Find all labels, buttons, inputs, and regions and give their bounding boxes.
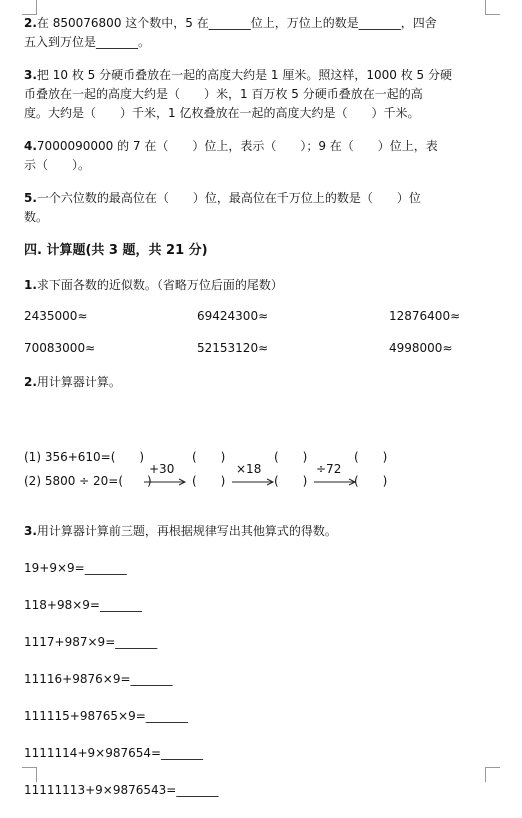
question-text: 用计算器计算前三题，再根据规律写出其他算式的得数。 bbox=[36, 524, 337, 538]
question-number: 5. bbox=[24, 191, 37, 205]
question-text: 求下面各数的近似数。（省略万位后面的尾数） bbox=[36, 278, 283, 292]
answer-blank: ( ) bbox=[274, 474, 308, 488]
approx-item: 69424300≈ bbox=[197, 309, 269, 323]
answer-blank: ( ) bbox=[192, 450, 226, 464]
equation-item: 1111114+9×987654=_______ bbox=[24, 746, 204, 760]
page-corner-mark bbox=[22, 0, 37, 15]
equation-item: 111115+98765×9=_______ bbox=[24, 709, 188, 723]
document-body bbox=[24, 14, 494, 818]
question-5 bbox=[24, 189, 494, 227]
question-text: 一个六位数的最高位在（ ）位，最高位在千万位上的数是（ ）位 bbox=[36, 191, 421, 205]
equation-item: 11111113+9×9876543=_______ bbox=[24, 783, 219, 797]
calc-chain bbox=[24, 402, 494, 492]
approx-item: 4998000≈ bbox=[389, 341, 453, 355]
approx-row bbox=[24, 309, 494, 327]
question-text: 把 10 枚 5 分硬币叠放在一起的高度大约是 1 厘米。照这样，1000 枚 5 分硬 bbox=[36, 68, 452, 82]
question-text: 数。 bbox=[24, 210, 49, 224]
answer-blank: ( ) bbox=[354, 450, 388, 464]
operation-label: +30 bbox=[149, 462, 175, 476]
question-number: 1. bbox=[24, 278, 37, 292]
calc-expression: (2) 5800 ÷ 20=( ) bbox=[24, 474, 152, 488]
question-text: 用计算器计算。 bbox=[36, 375, 121, 389]
question-4 bbox=[24, 137, 494, 175]
approx-item: 2435000≈ bbox=[24, 309, 88, 323]
arrow-icon bbox=[314, 477, 358, 487]
question-number: 3. bbox=[24, 524, 37, 538]
operation-label: ÷72 bbox=[316, 462, 342, 476]
section-title: 四. 计算题(共 3 题，共 21 分) bbox=[24, 243, 208, 258]
equation-item: 1117+987×9=_______ bbox=[24, 635, 158, 649]
approx-item: 70083000≈ bbox=[24, 341, 96, 355]
approx-row bbox=[24, 341, 494, 359]
operation-label: ×18 bbox=[236, 462, 262, 476]
answer-blank: ( ) bbox=[192, 474, 226, 488]
calc-question-1 bbox=[24, 276, 494, 359]
approx-item: 12876400≈ bbox=[389, 309, 461, 323]
answer-blank: ( ) bbox=[354, 474, 388, 488]
equation-item: 11116+9876×9=_______ bbox=[24, 672, 173, 686]
arrow-icon bbox=[232, 477, 276, 487]
answer-blank: ( ) bbox=[274, 450, 308, 464]
approx-item: 52153120≈ bbox=[197, 341, 269, 355]
question-text: 度。大约是（ ）千米，1 亿枚叠放在一起的高度大约是（ ）千米。 bbox=[24, 106, 420, 120]
question-number: 4. bbox=[24, 139, 37, 153]
question-number: 2. bbox=[24, 16, 37, 30]
question-text: 币叠放在一起的高度大约是（ ）米，1 百万枚 5 分硬币叠放在一起的高 bbox=[24, 87, 423, 101]
question-3 bbox=[24, 66, 494, 123]
equation-item: 118+98×9=_______ bbox=[24, 598, 142, 612]
equation-item: 19+9×9=_______ bbox=[24, 561, 127, 575]
question-text: 五入到万位是_______。 bbox=[24, 35, 151, 49]
page-corner-mark bbox=[485, 0, 500, 15]
calc-question-3 bbox=[24, 522, 494, 800]
calc-expression: (1) 356+610=( ) bbox=[24, 450, 145, 464]
question-2 bbox=[24, 14, 494, 52]
question-number: 2. bbox=[24, 375, 37, 389]
question-text: 示（ ）。 bbox=[24, 158, 91, 172]
question-text: 在 850076800 这个数中，5 在_______位上，万位上的数是_______，四舍 bbox=[36, 16, 437, 30]
question-text: 7000090000 的 7 在（ ）位上，表示（ ）；9 在（ ）位上，表 bbox=[36, 139, 438, 153]
question-number: 3. bbox=[24, 68, 37, 82]
arrow-icon bbox=[144, 477, 188, 487]
calc-question-2 bbox=[24, 373, 494, 492]
